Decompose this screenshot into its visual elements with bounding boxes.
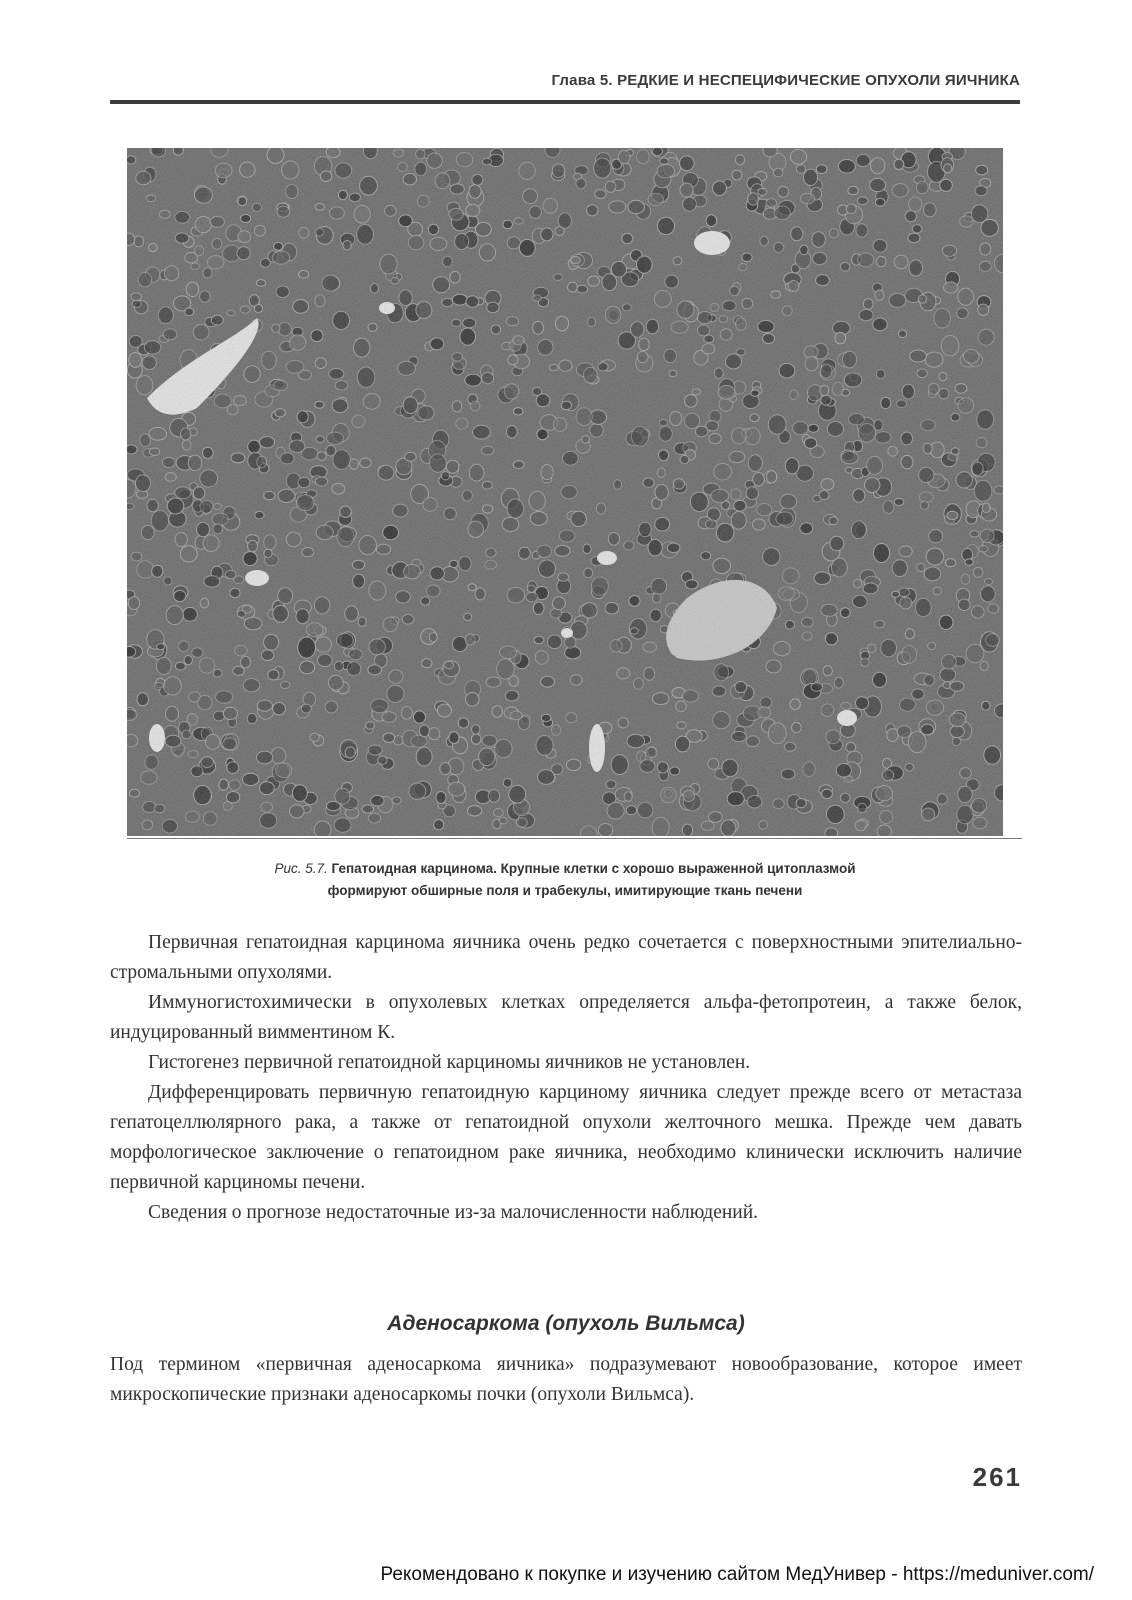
paragraph: Под термином «первичная аденосаркома яичника» подразумевают новообразование, которое имеет микроскопические признаки аденосаркомы почки (опухоли Вильмса). [110,1354,1022,1405]
caption-line-1 [127,858,1003,880]
section-body [110,1350,1022,1410]
figure-number: Рис. 5.7. [274,861,328,876]
running-head: Глава 5. РЕДКИЕ И НЕСПЕЦИФИЧЕСКИЕ ОПУХОЛИ ЯИЧНИКА [551,72,1020,89]
paragraph: Иммуногистохимически в опухолевых клетках определяется альфа-фетопротеин, а также белок, индуцированный вимментином К. [110,992,1022,1043]
paragraph: Сведения о прогнозе недостаточные из-за малочисленности наблюдений. [148,1202,759,1223]
footer-note: Рекомендовано к покупке и изучению сайтом МедУнивер - https://meduniver.com/ [380,1564,1094,1585]
figure-bottom-rule [127,838,1022,839]
page-number: 261 [972,1462,1022,1492]
figure-caption [127,858,1003,902]
section-heading: Аденосаркома (опухоль Вильмса) [387,1312,745,1335]
paragraph: Первичная гепатоидная карцинома яичника очень редко сочетается с поверхностными эпителиально-стромальными опухолями. [110,932,1022,983]
paragraph: Гистогенез первичной гепатоидной карциномы яичников не установлен. [148,1052,751,1073]
caption-text-2: формируют обширные поля и трабекулы, имитирующие ткань печени [327,883,803,898]
body-text [110,928,1022,1228]
micrograph-image [127,148,1003,836]
caption-text-1: Гепатоидная карцинома. Крупные клетки с хорошо выраженной цитоплазмой [331,861,856,876]
paragraph: Дифференцировать первичную гепатоидную карциному яичника следует прежде всего от метастаза гепатоцеллюлярного рака, а также от гепатоидной опухоли желточного мешка. Прежде чем давать морфологическое заключение о гепатоидном раке яичника, необходимо клинически исключить наличие первичной карциномы печени. [110,1082,1022,1193]
header-rule [110,100,1020,104]
